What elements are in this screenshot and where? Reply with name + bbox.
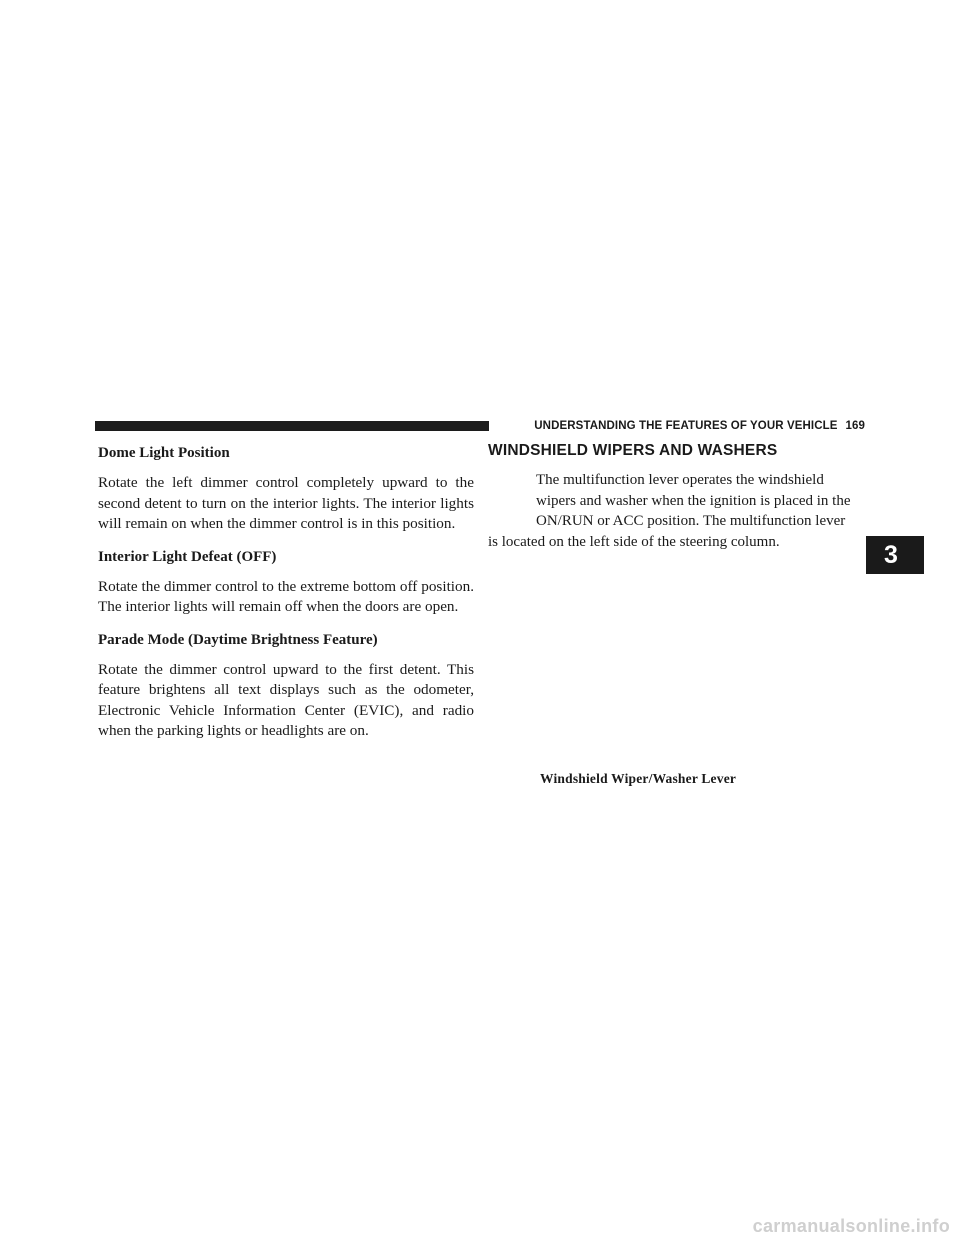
sub-heading: Interior Light Defeat (OFF) <box>98 548 277 565</box>
section-interior-light-defeat <box>98 547 474 618</box>
running-header <box>507 420 865 432</box>
intro-line: ON/RUN or ACC position. The multifunction lever <box>536 513 846 529</box>
paragraph: Rotate the dimmer control upward to the first detent. This feature brightens all text displays such as the odometer, Electronic Vehicle Information Center (EVIC), and radio when the parking lights or headlights are on. <box>98 660 474 739</box>
right-column <box>488 441 864 552</box>
section-parade-mode <box>98 630 474 742</box>
sub-heading: Dome Light Position <box>98 445 230 461</box>
intro-tail-line: is located on the left side of the steering column. <box>488 533 780 550</box>
header-rule <box>95 421 489 431</box>
section-title: UNDERSTANDING THE FEATURES OF YOUR VEHICLE <box>534 420 838 432</box>
paragraph: Rotate the left dimmer control completely upward to the second detent to turn on the interior lights. The interior lights will remain on when the dimmer control is in this position. <box>98 474 474 532</box>
figure-caption: Windshield Wiper/Washer Lever <box>540 771 737 786</box>
intro-paragraph <box>488 470 864 552</box>
left-column <box>98 443 474 754</box>
watermark-text: carmanualsonline.info <box>752 1216 950 1236</box>
section-dome-light <box>98 443 474 535</box>
intro-line: The multifunction lever operates the windshield <box>536 472 824 488</box>
intro-line: wipers and washer when the ignition is placed in the <box>536 492 851 509</box>
intro-indented-block <box>536 470 864 532</box>
chapter-tab: 3 <box>866 536 924 574</box>
section-heading: WINDSHIELD WIPERS AND WASHERS <box>488 442 778 459</box>
paragraph: Rotate the dimmer control to the extreme bottom off position. The interior lights will remain off when the doors are open. <box>98 577 474 615</box>
sub-heading: Parade Mode (Daytime Brightness Feature) <box>98 631 378 648</box>
page-number: 169 <box>845 420 865 432</box>
